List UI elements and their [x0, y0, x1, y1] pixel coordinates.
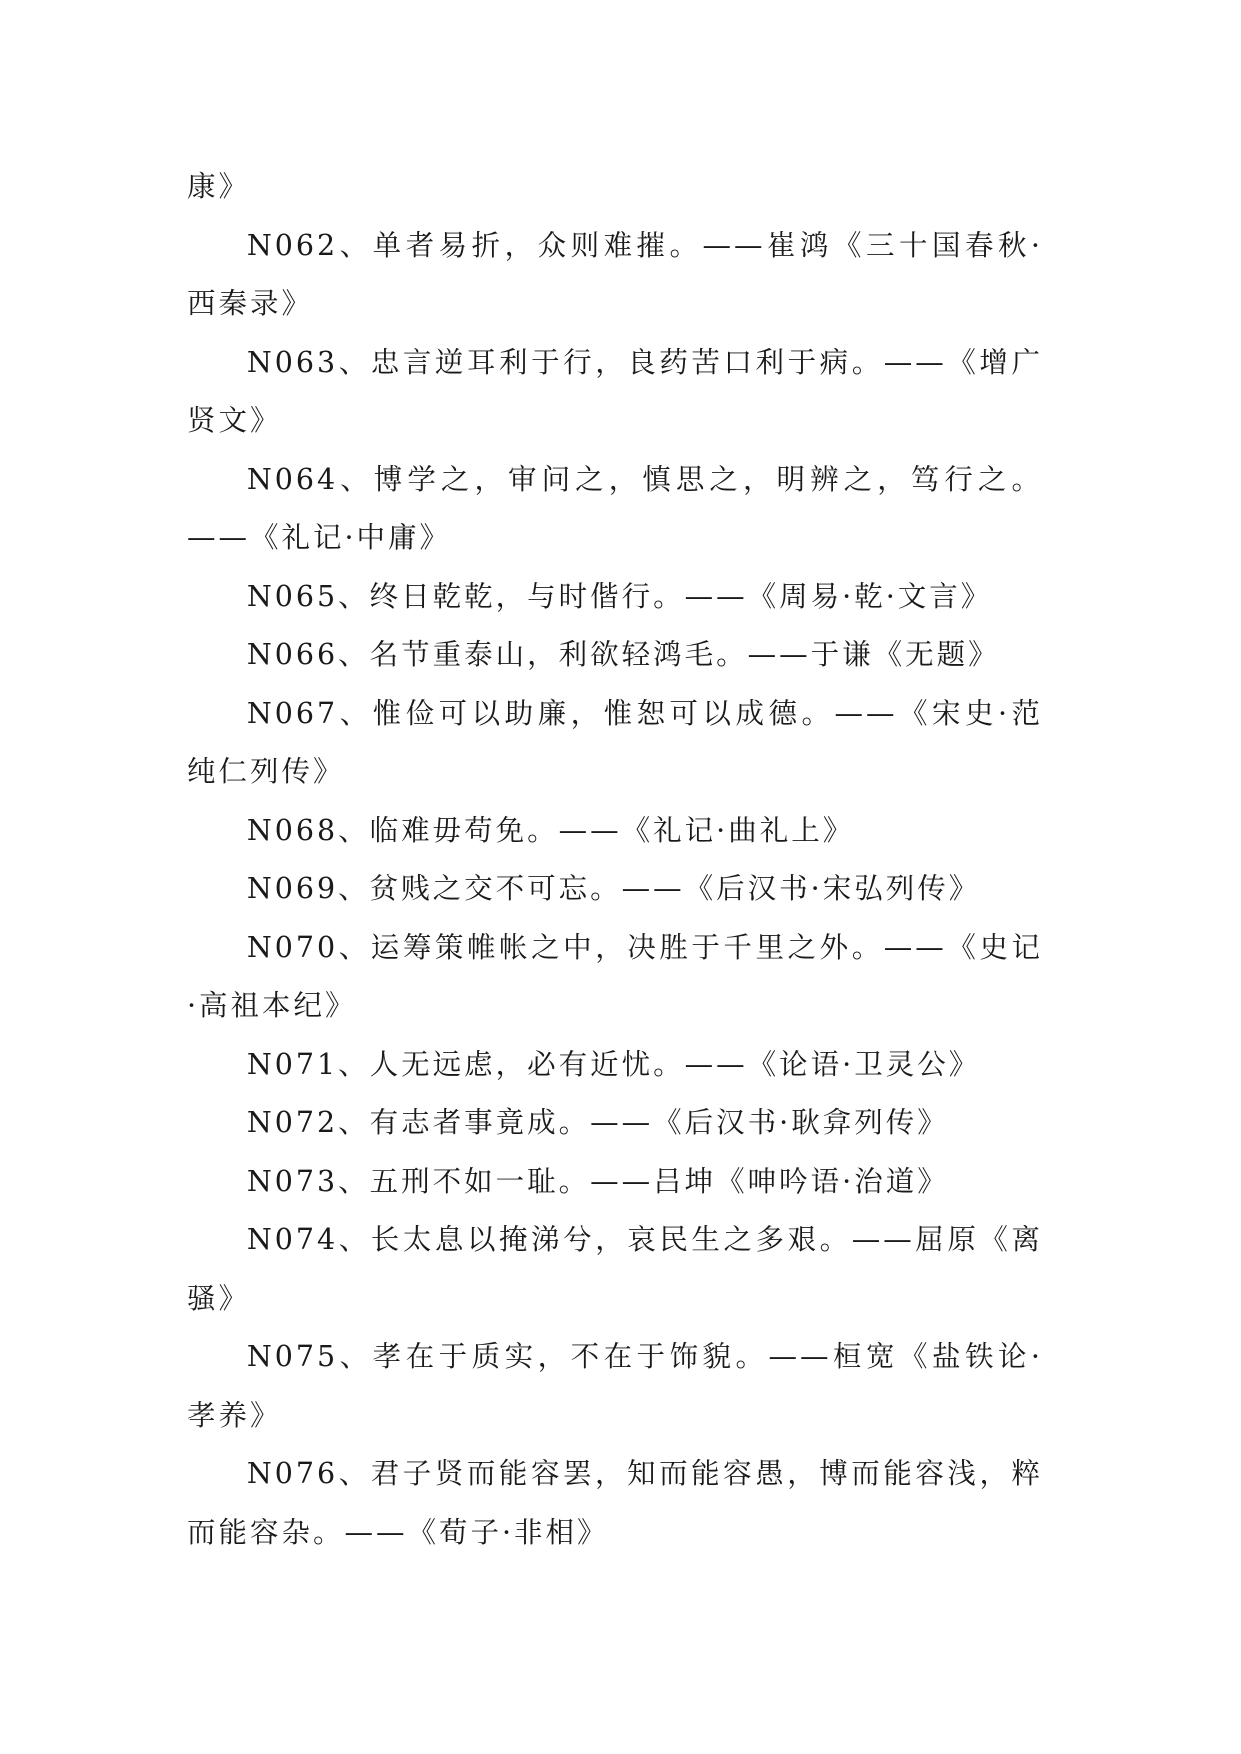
paragraph-n075: N075、孝在于质实，不在于饰貌。——桓宽《盐铁论·孝养》: [187, 1340, 1043, 1432]
paragraph-n065: N065、终日乾乾，与时偕行。——《周易·乾·文言》: [246, 579, 993, 613]
paragraph-n069: N069、贫贱之交不可忘。——《后汉书·宋弘列传》: [246, 872, 981, 905]
paragraph-n074: N074、长太息以掩涕兮，哀民生之多艰。——屈原《离骚》: [187, 1223, 1043, 1315]
paragraph-n067: N067、惟俭可以助廉，惟恕可以成德。——《宋史·范纯仁列传》: [187, 696, 1043, 788]
paragraph-n064: N064、博学之，审问之，慎思之，明辨之，笃行之。——《礼记·中庸》: [187, 462, 1043, 554]
paragraph-continuation: 康》: [187, 170, 251, 203]
paragraph-n072: N072、有志者事竟成。——《后汉书·耿弇列传》: [246, 1106, 949, 1139]
paragraph-n062: N062、单者易折，众则难摧。——崔鸿《三十国春秋·西秦录》: [187, 228, 1043, 320]
paragraph-n068: N068、临难毋苟免。——《礼记·曲礼上》: [246, 813, 855, 847]
document-body: [187, 158, 1043, 1562]
paragraph-n076: N076、君子贤而能容罢，知而能容愚，博而能容浅，粹而能容杂。——《荀子·非相》: [187, 1457, 1043, 1549]
paragraph-n066: N066、名节重泰山，利欲轻鸿毛。——于谦《无题》: [246, 638, 1000, 671]
paragraph-n071: N071、人无远虑，必有近忧。——《论语·卫灵公》: [246, 1047, 981, 1081]
paragraph-n070: N070、运筹策帷帐之中，决胜于千里之外。——《史记·高祖本纪》: [187, 930, 1043, 1022]
paragraph-n063: N063、忠言逆耳利于行，良药苦口利于病。——《增广贤文》: [187, 345, 1043, 437]
paragraph-n073: N073、五刑不如一耻。——吕坤《呻吟语·治道》: [246, 1164, 949, 1198]
